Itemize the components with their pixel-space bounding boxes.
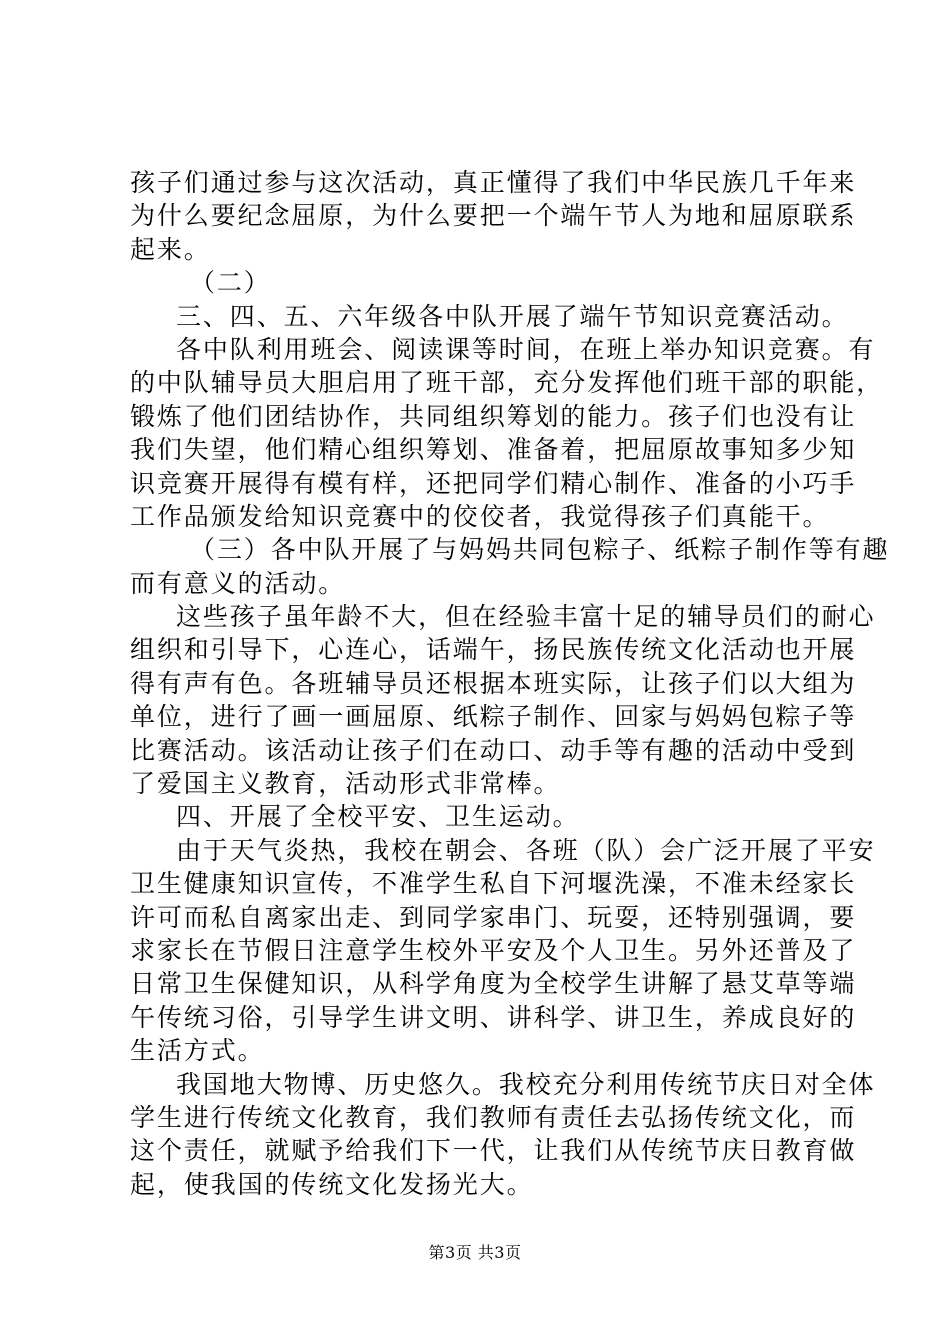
text-line: 组织和引导下，心连心，话端午，扬民族传统文化活动也开展	[130, 635, 857, 665]
text-line: 工作品颁发给知识竞赛中的佼佼者，我觉得孩子们真能干。	[130, 501, 830, 531]
text-line: 单位，进行了画一画屈原、纸粽子制作、回家与妈妈包粽子等	[130, 702, 857, 732]
text-line: 日常卫生保健知识，从科学角度为全校学生讲解了悬艾草等端	[130, 969, 857, 999]
page-number-footer: 第3页 共3页	[428, 1243, 522, 1262]
paragraph-start: 由于天气炎热，我校在朝会、各班（队）会广泛开展了平安	[176, 835, 876, 865]
text-line: 生活方式。	[130, 1036, 265, 1066]
document-body	[130, 166, 890, 1201]
text-line: 求家长在节假日注意学生校外平安及个人卫生。另外还普及了	[130, 935, 857, 965]
text-line: 得有声有色。各班辅导员还根据本班实际，让孩子们以大组为	[130, 668, 857, 698]
text-line: 了爱国主义教育，活动形式非常棒。	[130, 769, 561, 799]
section-heading-2: （二）	[190, 268, 271, 298]
paragraph-start: 我国地大物博、历史悠久。我校充分利用传统节庆日对全体	[176, 1069, 876, 1099]
text-line: 起，使我国的传统文化发扬光大。	[130, 1169, 534, 1199]
text-line: 许可而私自离家出走、到同学家串门、玩耍，还特别强调，要	[130, 902, 857, 932]
text-line: 我们失望，他们精心组织筹划、准备着，把屈原故事知多少知	[130, 435, 857, 465]
paragraph-start: 各中队利用班会、阅读课等时间，在班上举办知识竞赛。有	[176, 334, 876, 364]
text-line: 孩子们通过参与这次活动，真正懂得了我们中华民族几千年来	[130, 168, 857, 197]
paragraph-start: 这些孩子虽年龄不大，但在经验丰富十足的辅导员们的耐心	[176, 602, 876, 632]
text-line: 而有意义的活动。	[130, 568, 346, 598]
section-heading-4: 四、开展了全校平安、卫生运动。	[176, 802, 580, 832]
text-line: 识竞赛开展得有模有样，还把同学们精心制作、准备的小巧手	[130, 468, 857, 498]
paragraph-start: 三、四、五、六年级各中队开展了端午节知识竞赛活动。	[176, 301, 849, 331]
text-line: 学生进行传统文化教育，我们教师有责任去弘扬传统文化，而	[130, 1102, 857, 1132]
text-line: 午传统习俗，引导学生讲文明、讲科学、讲卫生，养成良好的	[130, 1002, 857, 1032]
text-line: 的中队辅导员大胆启用了班干部，充分发挥他们班干部的职能，	[130, 368, 884, 398]
text-line: 这个责任，就赋予给我们下一代，让我们从传统节庆日教育做	[130, 1136, 857, 1166]
text-line: 比赛活动。该活动让孩子们在动口、动手等有趣的活动中受到	[130, 735, 857, 765]
section-heading-3: （三）各中队开展了与妈妈共同包粽子、纸粽子制作等有趣	[190, 535, 890, 565]
text-line: 卫生健康知识宣传，不准学生私自下河堰洗澡，不准未经家长	[130, 869, 857, 899]
text-line: 锻炼了他们团结协作，共同组织筹划的能力。孩子们也没有让	[130, 401, 857, 431]
text-line: 为什么要纪念屈原，为什么要把一个端午节人为地和屈原联系	[130, 201, 857, 231]
text-line: 起来。	[130, 234, 211, 264]
